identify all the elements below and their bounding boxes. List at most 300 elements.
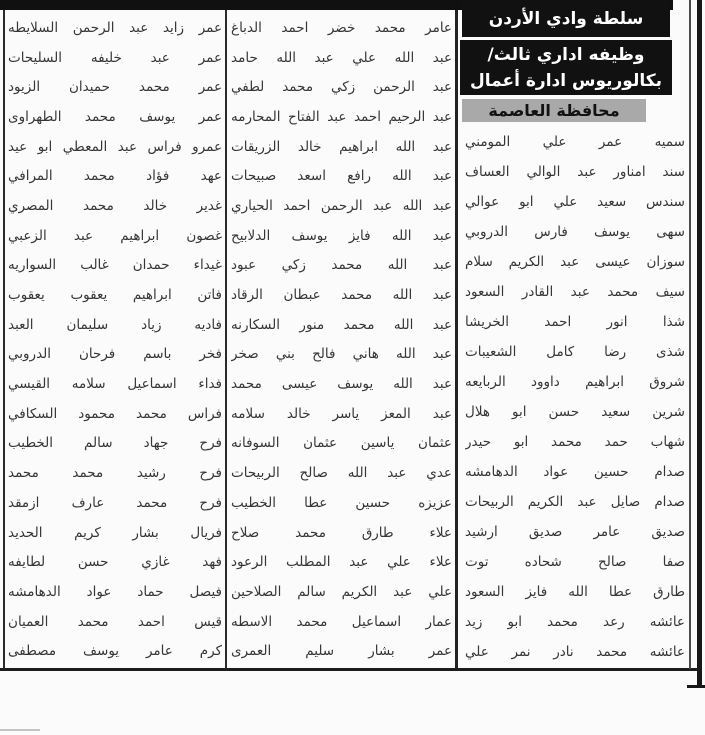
name-word: محمد bbox=[547, 614, 578, 630]
name-word: ياسين bbox=[360, 435, 395, 452]
name-word: شرين bbox=[652, 404, 685, 420]
name-word: باسم bbox=[143, 346, 172, 363]
name-word: فرح bbox=[199, 435, 222, 452]
name-word: فؤاد bbox=[146, 168, 170, 185]
name-word: العساف bbox=[465, 164, 510, 180]
name-word: محمد bbox=[84, 108, 116, 125]
name-word: زياد bbox=[141, 316, 162, 333]
name-word: الرقاد bbox=[231, 287, 263, 304]
name-word: طارق bbox=[653, 584, 685, 600]
job-qualification-label: بكالوريوس ادارة أعمال bbox=[470, 70, 662, 91]
name-row bbox=[465, 457, 685, 487]
name-row bbox=[8, 191, 222, 221]
left-middle-divider bbox=[225, 10, 227, 669]
name-row bbox=[231, 636, 452, 666]
name-word: عبد bbox=[560, 254, 580, 270]
table-bottom-rule bbox=[0, 668, 698, 671]
name-word: الدهامشه bbox=[8, 583, 61, 600]
name-word: فرح bbox=[199, 465, 222, 482]
name-word: فداء bbox=[198, 376, 222, 393]
name-word: الدلابيح bbox=[231, 227, 271, 244]
name-word: الخريشا bbox=[465, 314, 509, 330]
name-row bbox=[465, 277, 685, 307]
name-word: عبد bbox=[393, 583, 413, 600]
left-column-outer-rule bbox=[3, 10, 5, 669]
name-word: هلال bbox=[465, 404, 490, 420]
name-row bbox=[8, 161, 222, 191]
name-row bbox=[8, 251, 222, 281]
name-word: الكريم bbox=[527, 494, 564, 510]
name-row bbox=[8, 518, 222, 548]
name-row bbox=[231, 488, 452, 518]
name-row bbox=[231, 221, 452, 251]
name-row bbox=[231, 369, 452, 399]
name-row bbox=[231, 13, 452, 43]
name-word: عيسى bbox=[281, 376, 318, 393]
name-word: علي bbox=[428, 583, 452, 600]
name-word: صخر bbox=[231, 346, 259, 363]
name-row bbox=[465, 367, 685, 397]
name-word: انور bbox=[606, 314, 628, 330]
name-word: مصطفى bbox=[8, 643, 57, 660]
name-word: فريال bbox=[190, 524, 222, 541]
name-word: اسعد bbox=[297, 168, 326, 185]
name-word: الله bbox=[395, 138, 416, 155]
name-word: عبد bbox=[373, 197, 393, 214]
name-word: عدي bbox=[426, 465, 452, 482]
name-row bbox=[231, 251, 452, 281]
name-word: ابراهيم bbox=[132, 287, 172, 304]
name-word: العمرى bbox=[231, 643, 272, 660]
name-word: الله bbox=[394, 49, 415, 66]
name-word: عبد bbox=[432, 376, 452, 393]
name-word: جهاد bbox=[143, 435, 169, 452]
name-word: فهد bbox=[202, 554, 222, 571]
name-word: خضر bbox=[327, 19, 356, 36]
name-word: عائشه bbox=[649, 644, 685, 660]
name-word: عمر bbox=[198, 108, 222, 125]
name-word: عبد bbox=[432, 138, 452, 155]
name-word: عيد bbox=[8, 138, 28, 155]
name-word: عطا bbox=[304, 494, 328, 511]
name-word: سند bbox=[662, 164, 685, 180]
name-word: عبد bbox=[570, 284, 590, 300]
name-word: ازمقد bbox=[8, 494, 40, 511]
name-word: الشعيبات bbox=[465, 344, 517, 360]
name-word: الربايعه bbox=[465, 374, 506, 390]
name-word: الدروبي bbox=[465, 224, 509, 240]
name-word: عبد bbox=[432, 49, 452, 66]
name-word: الزيود bbox=[8, 79, 41, 96]
name-word: غازي bbox=[141, 554, 170, 571]
name-word: عمار bbox=[425, 613, 452, 630]
name-word: الله bbox=[347, 465, 368, 482]
name-word: فرح bbox=[199, 494, 222, 511]
name-word: عبد bbox=[432, 257, 452, 274]
name-word: محمد bbox=[136, 494, 168, 511]
name-word: الخطيب bbox=[8, 435, 53, 452]
name-word: الله bbox=[402, 197, 423, 214]
name-word: الله bbox=[276, 49, 296, 66]
name-word: عبد bbox=[314, 49, 334, 66]
name-word: عمر bbox=[198, 49, 222, 66]
name-word: فالح bbox=[312, 346, 336, 363]
name-word: زيد bbox=[465, 614, 483, 630]
name-word: سعيد bbox=[601, 404, 631, 420]
name-word: حمد bbox=[604, 434, 628, 450]
name-word: يوسف bbox=[291, 227, 328, 244]
name-row bbox=[8, 340, 222, 370]
authority-banner-label: سلطة وادي الأردن bbox=[488, 8, 644, 29]
name-word: امناور bbox=[613, 164, 646, 180]
name-word: اسماعيل bbox=[127, 376, 177, 393]
name-row bbox=[8, 43, 222, 73]
name-word: الربيحات bbox=[465, 494, 514, 510]
name-word: سليم bbox=[305, 643, 335, 660]
name-word: هاني bbox=[352, 346, 379, 363]
governorate-label: محافظة العاصمة bbox=[488, 101, 620, 120]
name-word: ابو bbox=[507, 614, 522, 630]
name-word: محمد bbox=[374, 19, 406, 36]
name-word: عبد bbox=[432, 405, 452, 422]
name-row bbox=[465, 397, 685, 427]
name-word: المحارمه bbox=[231, 108, 281, 125]
name-row bbox=[465, 517, 685, 547]
name-row bbox=[8, 132, 222, 162]
name-word: محمد bbox=[607, 284, 639, 300]
name-word: لطفي bbox=[231, 79, 265, 96]
name-word: فيصل bbox=[189, 583, 222, 600]
name-row bbox=[465, 427, 685, 457]
name-word: محمد bbox=[343, 316, 375, 333]
name-word: صايل bbox=[610, 494, 641, 510]
name-word: زايد bbox=[162, 19, 185, 36]
name-word: سعيد bbox=[597, 194, 627, 210]
name-word: صفا bbox=[662, 554, 685, 570]
name-word: صلاح bbox=[231, 524, 260, 541]
name-row bbox=[465, 187, 685, 217]
name-word: محمد bbox=[295, 524, 326, 541]
name-word: سلام bbox=[465, 254, 493, 270]
name-word: الكريم bbox=[508, 254, 545, 270]
name-row bbox=[465, 487, 685, 517]
name-word: عبد bbox=[432, 168, 452, 185]
name-word: منور bbox=[299, 316, 325, 333]
name-word: احمد bbox=[283, 197, 311, 214]
name-word: خليفه bbox=[90, 49, 122, 66]
scan-artifact-line bbox=[0, 729, 40, 731]
name-word: فايز bbox=[525, 584, 548, 600]
name-row bbox=[8, 458, 222, 488]
name-word: الدروبي bbox=[8, 346, 52, 363]
name-row bbox=[231, 280, 452, 310]
name-word: عوالي bbox=[465, 194, 500, 210]
name-word: الطهراوى bbox=[8, 108, 62, 125]
job-title-banner bbox=[460, 40, 672, 95]
name-word: الرعود bbox=[231, 554, 268, 571]
name-word: عبد bbox=[577, 164, 597, 180]
name-row bbox=[465, 607, 685, 637]
name-word: عبد bbox=[432, 287, 452, 304]
name-word: الزريقات bbox=[231, 138, 281, 155]
name-word: الرحمن bbox=[72, 19, 115, 36]
name-word: رافع bbox=[347, 168, 371, 185]
name-word: عبطان bbox=[283, 287, 321, 304]
name-word: عامر bbox=[425, 19, 452, 36]
name-word: سيف bbox=[655, 284, 685, 300]
name-word: محمد bbox=[83, 197, 114, 214]
name-word: صبيحات bbox=[231, 168, 277, 185]
name-word: علاء bbox=[429, 524, 452, 541]
name-row bbox=[231, 132, 452, 162]
name-word: عهد bbox=[200, 168, 222, 185]
name-word: الله bbox=[387, 257, 408, 274]
name-row bbox=[8, 280, 222, 310]
name-word: ابراهيم bbox=[120, 227, 160, 244]
name-row bbox=[231, 547, 452, 577]
name-word: احمد bbox=[544, 314, 572, 330]
name-word: سلامه bbox=[71, 376, 106, 393]
name-row bbox=[231, 340, 452, 370]
name-row bbox=[8, 310, 222, 340]
name-row bbox=[8, 399, 222, 429]
name-word: شحاده bbox=[524, 554, 562, 570]
name-row bbox=[465, 217, 685, 247]
name-word: حسين bbox=[355, 494, 391, 511]
name-word: السليحات bbox=[8, 49, 63, 66]
name-row bbox=[231, 43, 452, 73]
name-word: عائشه bbox=[649, 614, 685, 630]
name-word: عمر bbox=[198, 79, 222, 96]
name-word: سالم bbox=[297, 583, 326, 600]
name-row bbox=[231, 518, 452, 548]
name-word: ابو bbox=[519, 194, 534, 210]
name-word: عثمان bbox=[303, 435, 338, 452]
right-column-outer-rule bbox=[689, 0, 691, 669]
name-word: توت bbox=[465, 554, 489, 570]
name-word: يعقوب bbox=[8, 287, 45, 304]
name-word: حميدان bbox=[69, 79, 110, 96]
name-row bbox=[231, 458, 452, 488]
name-row bbox=[231, 577, 452, 607]
name-word: رضا bbox=[604, 344, 627, 360]
name-word: عبد bbox=[117, 138, 137, 155]
name-word: المطلب bbox=[286, 554, 331, 571]
name-row bbox=[231, 102, 452, 132]
name-word: سندس bbox=[646, 194, 685, 210]
middle-right-divider bbox=[455, 10, 458, 669]
name-row bbox=[8, 577, 222, 607]
name-word: عبد bbox=[432, 227, 452, 244]
name-row bbox=[8, 13, 222, 43]
name-word: محمد bbox=[341, 287, 373, 304]
name-word: سلامه bbox=[231, 405, 265, 422]
name-row bbox=[231, 429, 452, 459]
name-word: الله bbox=[393, 376, 413, 393]
name-word: خالد bbox=[286, 405, 311, 422]
name-word: صالح bbox=[299, 465, 328, 482]
name-word: عبد bbox=[150, 49, 170, 66]
name-word: الرحيم bbox=[388, 108, 426, 125]
name-word: يوسف bbox=[139, 108, 176, 125]
name-word: المعطي bbox=[62, 138, 108, 155]
name-word: شهاب bbox=[650, 434, 685, 450]
name-word: غالب bbox=[80, 257, 109, 274]
name-word: نمر bbox=[511, 644, 531, 660]
name-word: غصون bbox=[186, 227, 222, 244]
name-word: صديق bbox=[651, 524, 685, 540]
name-word: سالم bbox=[84, 435, 113, 452]
name-word: حيدر bbox=[465, 434, 492, 450]
name-word: محمد bbox=[231, 376, 262, 393]
name-word: السعود bbox=[465, 584, 505, 600]
name-word: عبد bbox=[432, 346, 452, 363]
name-word: المصري bbox=[8, 197, 54, 214]
name-row bbox=[465, 637, 685, 667]
bottom-right-stub-rule bbox=[687, 685, 705, 688]
name-word: خالد bbox=[143, 197, 168, 214]
name-word: اسماعيل bbox=[351, 613, 402, 630]
name-word: السكارنه bbox=[231, 316, 281, 333]
name-word: الاسطه bbox=[231, 613, 273, 630]
name-word: عبد bbox=[349, 554, 369, 571]
name-word: عمر bbox=[198, 19, 222, 36]
name-word: قيس bbox=[194, 613, 222, 630]
name-word: الرحمن bbox=[373, 79, 415, 96]
name-word: داوود bbox=[530, 374, 560, 390]
name-word: طارق bbox=[361, 524, 394, 541]
name-word: غيداء bbox=[193, 257, 222, 274]
name-word: السكافي bbox=[8, 405, 58, 422]
name-word: عمر bbox=[428, 643, 452, 660]
name-word: فايز bbox=[348, 227, 371, 244]
name-word: الكريم bbox=[341, 583, 378, 600]
names-column-left bbox=[8, 13, 222, 666]
name-word: السواريه bbox=[8, 257, 57, 274]
name-row bbox=[8, 636, 222, 666]
name-word: حامد bbox=[231, 49, 258, 66]
name-row bbox=[8, 369, 222, 399]
name-word: القيسي bbox=[8, 376, 51, 393]
name-row bbox=[465, 547, 685, 577]
name-word: احمد bbox=[281, 19, 309, 36]
name-word: رعد bbox=[603, 614, 625, 630]
name-word: الصلاحين bbox=[231, 583, 282, 600]
name-word: سهى bbox=[656, 224, 685, 240]
name-word: محمد bbox=[77, 613, 109, 630]
name-word: عبود bbox=[231, 257, 257, 274]
name-word: الرحمن bbox=[320, 197, 363, 214]
name-word: عبد bbox=[432, 197, 452, 214]
name-word: فراس bbox=[147, 138, 182, 155]
name-word: عامر bbox=[593, 524, 621, 540]
name-word: ابو bbox=[37, 138, 53, 155]
name-row bbox=[8, 547, 222, 577]
name-row bbox=[465, 127, 685, 157]
name-row bbox=[8, 488, 222, 518]
name-word: عامر bbox=[145, 643, 173, 660]
name-word: عمر bbox=[598, 134, 623, 150]
job-title-label: وظيفه اداري ثالث/ bbox=[487, 44, 645, 65]
name-row bbox=[231, 399, 452, 429]
names-column-middle bbox=[231, 13, 452, 666]
name-word: محمد bbox=[551, 434, 582, 450]
name-word: الله bbox=[393, 316, 414, 333]
name-word: علي bbox=[387, 554, 411, 571]
name-word: كريم bbox=[74, 524, 101, 541]
name-row bbox=[231, 72, 452, 102]
name-word: عبد bbox=[387, 465, 407, 482]
name-row bbox=[231, 607, 452, 637]
name-word: بني bbox=[275, 346, 295, 363]
name-row bbox=[465, 157, 685, 187]
name-row bbox=[8, 607, 222, 637]
names-column-right bbox=[465, 127, 685, 667]
name-word: بشار bbox=[368, 643, 395, 660]
name-word: احمد bbox=[137, 613, 165, 630]
name-word: عبد bbox=[73, 227, 94, 244]
name-word: ابراهيم bbox=[339, 138, 379, 155]
name-word: نادر bbox=[553, 644, 574, 660]
name-word: المومني bbox=[465, 134, 511, 150]
name-word: العميان bbox=[8, 613, 49, 630]
name-word: محمود bbox=[78, 405, 115, 422]
name-word: حسين bbox=[593, 464, 629, 480]
name-word: الله bbox=[392, 168, 412, 185]
name-word: سليمان bbox=[66, 316, 109, 333]
name-word: سميه bbox=[654, 134, 685, 150]
name-word: ابو bbox=[512, 404, 527, 420]
name-word: السلايطه bbox=[8, 19, 59, 36]
name-word: ابو bbox=[513, 434, 529, 450]
name-word: محمد bbox=[296, 613, 328, 630]
name-word: محمد bbox=[138, 79, 170, 96]
name-word: الزعبي bbox=[8, 227, 47, 244]
name-word: عواد bbox=[86, 583, 112, 600]
name-word: عثمان bbox=[418, 435, 452, 452]
name-word: ياسر bbox=[332, 405, 360, 422]
name-word: المرافي bbox=[8, 168, 53, 185]
name-row bbox=[8, 102, 222, 132]
name-word: يوسف bbox=[593, 224, 631, 240]
name-word: السوفانه bbox=[231, 435, 280, 452]
name-row bbox=[8, 221, 222, 251]
name-word: علي bbox=[352, 49, 377, 66]
name-word: فاتن bbox=[197, 287, 222, 304]
name-word: بشار bbox=[132, 524, 159, 541]
name-word: حماد bbox=[137, 583, 164, 600]
name-word: رشيد bbox=[136, 465, 166, 482]
name-word: فارس bbox=[534, 224, 568, 240]
name-word: يوسف bbox=[337, 376, 374, 393]
name-word: احمد bbox=[353, 108, 381, 125]
name-word: الله bbox=[568, 584, 588, 600]
name-word: عبد bbox=[432, 108, 452, 125]
name-word: الحديد bbox=[8, 524, 43, 541]
name-word: كامل bbox=[546, 344, 575, 360]
name-row bbox=[231, 191, 452, 221]
name-word: محمد bbox=[136, 405, 167, 422]
name-word: عيسى bbox=[595, 254, 631, 270]
name-word: فرحان bbox=[78, 346, 116, 363]
name-word: الله bbox=[396, 346, 416, 363]
name-word: علي bbox=[542, 134, 567, 150]
name-word: محمد bbox=[83, 168, 115, 185]
name-word: زكي bbox=[330, 79, 356, 96]
name-word: محمد bbox=[331, 257, 363, 274]
name-word: عبد bbox=[432, 316, 452, 333]
name-word: عبد bbox=[577, 494, 597, 510]
